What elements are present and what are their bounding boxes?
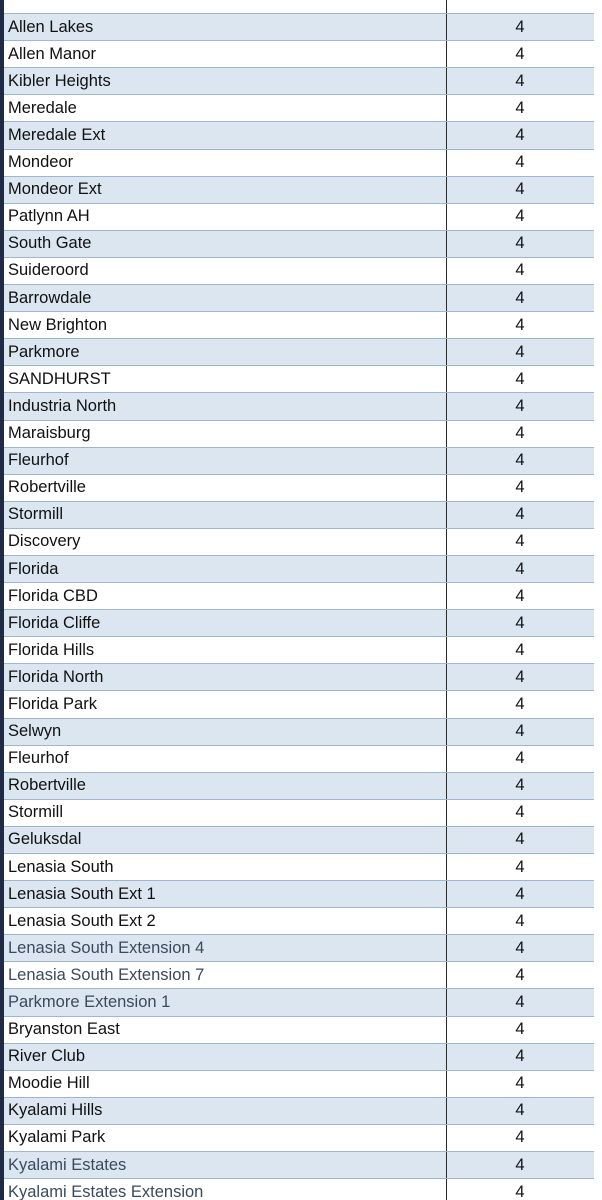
- stage-cell[interactable]: 4: [446, 339, 594, 366]
- table-row: [4, 257, 594, 284]
- stage-cell[interactable]: 4: [446, 583, 594, 610]
- stage-cell[interactable]: 4: [446, 68, 594, 95]
- stage-cell[interactable]: 4: [446, 366, 594, 393]
- stage-cell[interactable]: 4: [446, 826, 594, 853]
- table-row: [4, 312, 594, 339]
- suburb-cell[interactable]: Mondeor: [4, 149, 446, 176]
- stage-cell[interactable]: 4: [446, 95, 594, 122]
- table-row: [4, 935, 594, 962]
- stage-cell[interactable]: 4: [446, 501, 594, 528]
- stage-cell[interactable]: 4: [446, 962, 594, 989]
- table-row: [4, 799, 594, 826]
- table-body: [4, 0, 594, 1200]
- table-row: [4, 826, 594, 853]
- table-row: [4, 1179, 594, 1200]
- stage-cell[interactable]: 4: [446, 1124, 594, 1151]
- stage-cell[interactable]: 4: [446, 14, 594, 41]
- suburb-cell[interactable]: Meredale: [4, 95, 446, 122]
- stage-cell[interactable]: 4: [446, 772, 594, 799]
- suburb-cell[interactable]: Fleurhof: [4, 745, 446, 772]
- suburb-cell[interactable]: Florida: [4, 555, 446, 582]
- stage-cell[interactable]: 4: [446, 393, 594, 420]
- suburb-cell[interactable]: Geluksdal: [4, 826, 446, 853]
- table-row: [4, 962, 594, 989]
- table-row-cut-off: [4, 0, 594, 14]
- stage-cell[interactable]: 4: [446, 1179, 594, 1200]
- suburb-cell[interactable]: New Brighton: [4, 312, 446, 339]
- suburb-cell[interactable]: Lenasia South Ext 2: [4, 908, 446, 935]
- table-row: [4, 691, 594, 718]
- table-row: [4, 1124, 594, 1151]
- suburb-cell[interactable]: Parkmore: [4, 339, 446, 366]
- stage-cell[interactable]: 4: [446, 664, 594, 691]
- table-row: [4, 420, 594, 447]
- suburb-cell[interactable]: Kyalami Estates Extension: [4, 1179, 446, 1200]
- stage-cell[interactable]: 4: [446, 881, 594, 908]
- suburb-cell[interactable]: Stormill: [4, 501, 446, 528]
- table-row: [4, 68, 594, 95]
- table-row: [4, 772, 594, 799]
- suburb-cell[interactable]: Fleurhof: [4, 447, 446, 474]
- stage-cell[interactable]: 4: [446, 908, 594, 935]
- stage-cell[interactable]: 4: [446, 447, 594, 474]
- table-row: [4, 664, 594, 691]
- stage-cell[interactable]: 4: [446, 745, 594, 772]
- table-row: [4, 583, 594, 610]
- stage-cell[interactable]: 4: [446, 854, 594, 881]
- suburb-cell[interactable]: Florida Park: [4, 691, 446, 718]
- suburb-cell[interactable]: Allen Lakes: [4, 14, 446, 41]
- suburb-cell[interactable]: Maraisburg: [4, 420, 446, 447]
- suburb-cell[interactable]: Florida CBD: [4, 583, 446, 610]
- suburb-cell[interactable]: Kyalami Estates: [4, 1152, 446, 1179]
- suburb-cell[interactable]: Lenasia South Extension 7: [4, 962, 446, 989]
- suburb-cell[interactable]: Moodie Hill: [4, 1070, 446, 1097]
- suburb-cell[interactable]: River Club: [4, 1043, 446, 1070]
- table-row: [4, 610, 594, 637]
- table-row: [4, 1152, 594, 1179]
- stage-cell[interactable]: 4: [446, 285, 594, 312]
- table-row: [4, 176, 594, 203]
- stage-cell[interactable]: 4: [446, 257, 594, 284]
- stage-cell[interactable]: 4: [446, 1043, 594, 1070]
- table-row: [4, 1043, 594, 1070]
- suburb-cell[interactable]: Meredale Ext: [4, 122, 446, 149]
- suburb-cell[interactable]: Robertville: [4, 474, 446, 501]
- suburb-cell[interactable]: Kyalami Park: [4, 1124, 446, 1151]
- table-row: [4, 908, 594, 935]
- table-row: [4, 474, 594, 501]
- suburb-cell[interactable]: Lenasia South: [4, 854, 446, 881]
- stage-cell[interactable]: 4: [446, 312, 594, 339]
- table-row: [4, 718, 594, 745]
- stage-cell[interactable]: 4: [446, 637, 594, 664]
- cell-cut-off: [4, 0, 446, 14]
- table-row: [4, 230, 594, 257]
- stage-cell[interactable]: 4: [446, 203, 594, 230]
- table-row: [4, 14, 594, 41]
- suburb-cell[interactable]: South Gate: [4, 230, 446, 257]
- cell-cut-off-value: [446, 0, 594, 14]
- table-row: [4, 1016, 594, 1043]
- suburb-cell[interactable]: Mondeor Ext: [4, 176, 446, 203]
- table-row: [4, 1097, 594, 1124]
- suburb-cell[interactable]: SANDHURST: [4, 366, 446, 393]
- suburb-cell[interactable]: Florida Hills: [4, 637, 446, 664]
- stage-cell[interactable]: 4: [446, 989, 594, 1016]
- suburb-cell[interactable]: Florida Cliffe: [4, 610, 446, 637]
- table-row: [4, 989, 594, 1016]
- stage-cell[interactable]: 4: [446, 555, 594, 582]
- stage-cell[interactable]: 4: [446, 691, 594, 718]
- stage-cell[interactable]: 4: [446, 149, 594, 176]
- suburb-stage-table: [4, 0, 595, 1200]
- stage-cell[interactable]: 4: [446, 799, 594, 826]
- table-row: [4, 1070, 594, 1097]
- suburb-cell[interactable]: Selwyn: [4, 718, 446, 745]
- table-row: [4, 122, 594, 149]
- stage-cell[interactable]: 4: [446, 1097, 594, 1124]
- stage-cell[interactable]: 4: [446, 610, 594, 637]
- table-row: [4, 881, 594, 908]
- table-row: [4, 501, 594, 528]
- table-row: [4, 149, 594, 176]
- suburb-cell[interactable]: Bryanston East: [4, 1016, 446, 1043]
- suburb-cell[interactable]: Barrowdale: [4, 285, 446, 312]
- table-row: [4, 393, 594, 420]
- table-row: [4, 203, 594, 230]
- stage-cell[interactable]: 4: [446, 1152, 594, 1179]
- table-row: [4, 854, 594, 881]
- suburb-cell[interactable]: Lenasia South Extension 4: [4, 935, 446, 962]
- suburb-cell[interactable]: Lenasia South Ext 1: [4, 881, 446, 908]
- stage-cell[interactable]: 4: [446, 230, 594, 257]
- suburb-cell[interactable]: Industria North: [4, 393, 446, 420]
- table-row: [4, 745, 594, 772]
- suburb-cell[interactable]: Parkmore Extension 1: [4, 989, 446, 1016]
- table-row: [4, 41, 594, 68]
- suburb-cell[interactable]: Kyalami Hills: [4, 1097, 446, 1124]
- table-row: [4, 95, 594, 122]
- table-row: [4, 528, 594, 555]
- stage-cell[interactable]: 4: [446, 41, 594, 68]
- suburb-cell[interactable]: Kibler Heights: [4, 68, 446, 95]
- table-row: [4, 555, 594, 582]
- right-page-edge: [594, 0, 602, 1200]
- table-row: [4, 366, 594, 393]
- stage-cell[interactable]: 4: [446, 935, 594, 962]
- stage-cell[interactable]: 4: [446, 420, 594, 447]
- table-row: [4, 285, 594, 312]
- table-row: [4, 637, 594, 664]
- stage-cell[interactable]: 4: [446, 718, 594, 745]
- stage-cell[interactable]: 4: [446, 1070, 594, 1097]
- suburb-cell[interactable]: Patlynn AH: [4, 203, 446, 230]
- suburb-cell[interactable]: Allen Manor: [4, 41, 446, 68]
- stage-cell[interactable]: 4: [446, 1016, 594, 1043]
- suburb-cell[interactable]: Discovery: [4, 528, 446, 555]
- stage-cell[interactable]: 4: [446, 122, 594, 149]
- suburb-cell[interactable]: Suideroord: [4, 257, 446, 284]
- stage-cell[interactable]: 4: [446, 474, 594, 501]
- stage-cell[interactable]: 4: [446, 176, 594, 203]
- table-row: [4, 447, 594, 474]
- table-row: [4, 339, 594, 366]
- suburb-cell[interactable]: Stormill: [4, 799, 446, 826]
- stage-cell[interactable]: 4: [446, 528, 594, 555]
- suburb-cell[interactable]: Robertville: [4, 772, 446, 799]
- suburb-cell[interactable]: Florida North: [4, 664, 446, 691]
